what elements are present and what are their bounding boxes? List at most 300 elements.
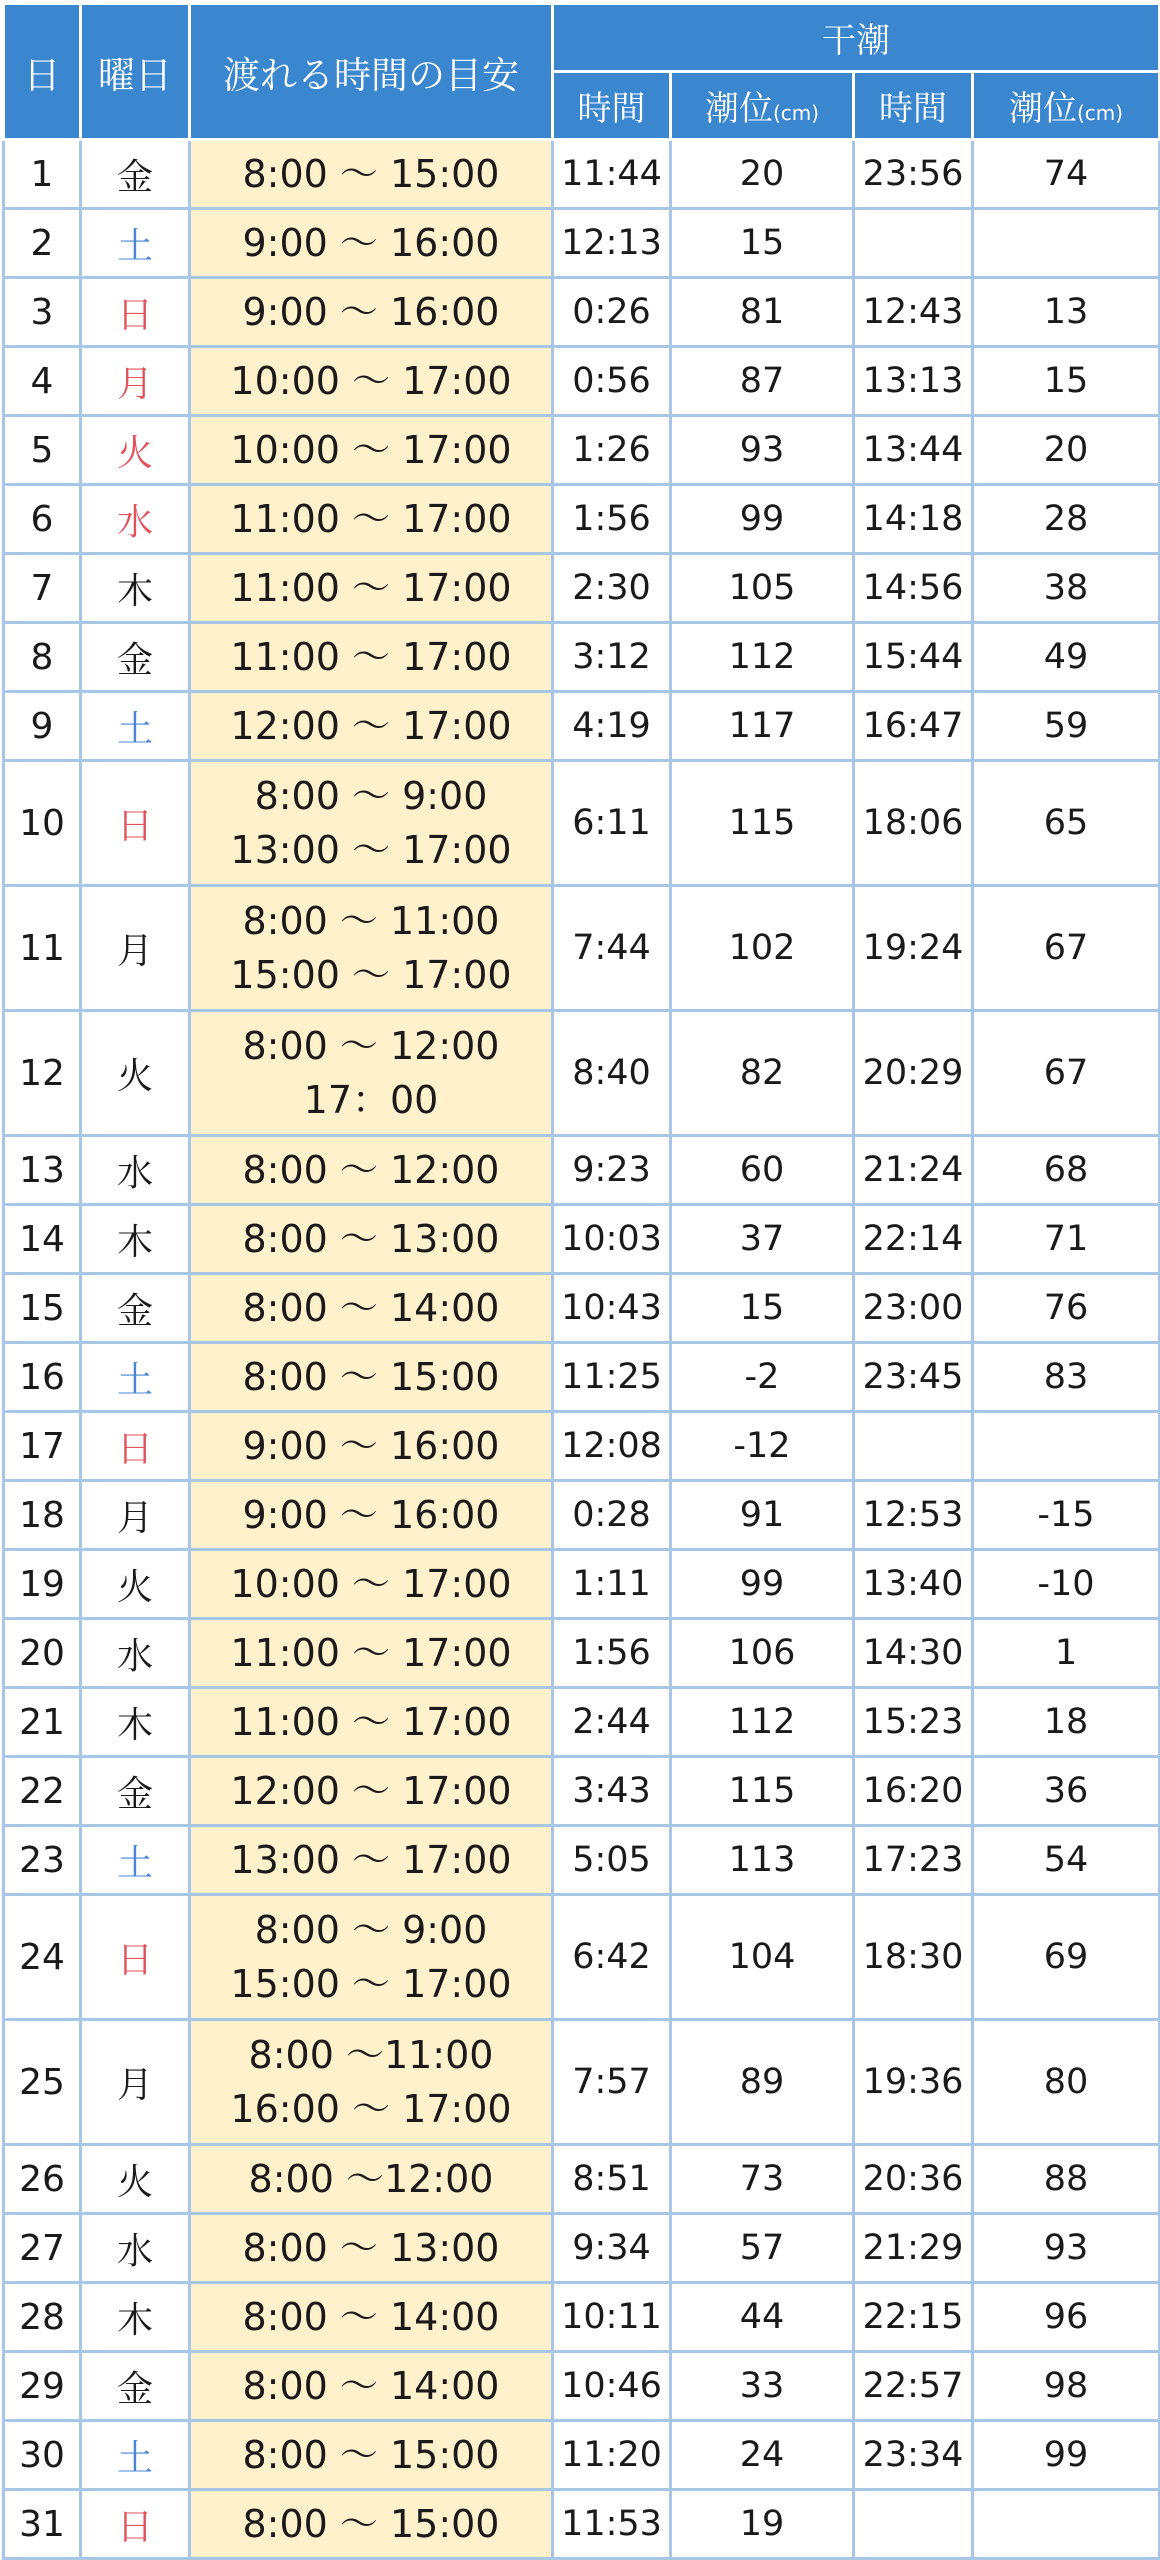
crossing-time-cell (190, 1274, 553, 1343)
tide-level-2: 36 (973, 1757, 1160, 1826)
crossing-time-cell (190, 1688, 553, 1757)
table-row (4, 1550, 1160, 1619)
table-row (4, 554, 1160, 623)
crossing-time-range: 8:00 〜 13:00 (242, 1217, 500, 1261)
day-cell: 21 (4, 1688, 81, 1757)
day-cell: 2 (4, 209, 81, 278)
tide-level-1: 91 (671, 1481, 854, 1550)
header-time-1: 時間 (553, 72, 671, 140)
crossing-time-range: 8:00 〜 14:00 (242, 2295, 500, 2339)
tide-level-2: 28 (973, 485, 1160, 554)
table-row (4, 1481, 1160, 1550)
tide-level-2: 69 (973, 1895, 1160, 2020)
low-tide-time-2: 20:36 (854, 2145, 973, 2214)
weekday-cell: 金 (81, 623, 190, 692)
tide-level-1: -12 (671, 1412, 854, 1481)
crossing-time-range: 10:00 〜 17:00 (230, 1562, 512, 1606)
crossing-time-cell (190, 1412, 553, 1481)
day-cell: 7 (4, 554, 81, 623)
tide-level-2: -15 (973, 1481, 1160, 1550)
header-level-2 (973, 72, 1160, 140)
header-level-1-label: 潮位 (704, 89, 773, 129)
weekday-cell: 日 (81, 761, 190, 886)
day-cell: 5 (4, 416, 81, 485)
weekday-cell: 土 (81, 1826, 190, 1895)
tide-level-2: 67 (973, 886, 1160, 1011)
low-tide-time-1: 8:40 (553, 1011, 671, 1136)
crossing-time-range: 9:00 〜 16:00 (242, 221, 500, 265)
crossing-time-cell (190, 1481, 553, 1550)
tide-level-2: 15 (973, 347, 1160, 416)
crossing-time-cell (190, 2490, 553, 2559)
header-weekday: 曜日 (81, 4, 190, 140)
day-cell: 23 (4, 1826, 81, 1895)
low-tide-time-1: 1:26 (553, 416, 671, 485)
crossing-time-cell (190, 2352, 553, 2421)
tide-level-2: 49 (973, 623, 1160, 692)
low-tide-time-2: 18:30 (854, 1895, 973, 2020)
weekday-cell: 水 (81, 485, 190, 554)
tide-level-1: 60 (671, 1136, 854, 1205)
crossing-time-range: 8:00 〜 15:00 (242, 2502, 500, 2546)
day-cell: 22 (4, 1757, 81, 1826)
day-cell: 30 (4, 2421, 81, 2490)
tide-level-2: 96 (973, 2283, 1160, 2352)
crossing-time-range: 8:00 〜 15:00 (242, 1355, 500, 1399)
crossing-time-cell (190, 485, 553, 554)
low-tide-time-1: 11:44 (553, 140, 671, 209)
table-row (4, 1757, 1160, 1826)
weekday-cell: 土 (81, 692, 190, 761)
weekday-cell: 日 (81, 278, 190, 347)
crossing-time-range: 8:00 〜 15:00 (242, 2433, 500, 2477)
day-cell: 28 (4, 2283, 81, 2352)
crossing-time-cell (190, 2421, 553, 2490)
crossing-time-cell (190, 209, 553, 278)
low-tide-time-1: 6:42 (553, 1895, 671, 2020)
day-cell: 9 (4, 692, 81, 761)
table-row (4, 2283, 1160, 2352)
low-tide-time-1: 11:20 (553, 2421, 671, 2490)
day-cell: 27 (4, 2214, 81, 2283)
low-tide-time-1: 12:08 (553, 1412, 671, 1481)
weekday-cell: 木 (81, 554, 190, 623)
header-time-2: 時間 (854, 72, 973, 140)
day-cell: 20 (4, 1619, 81, 1688)
low-tide-time-1: 11:25 (553, 1343, 671, 1412)
day-cell: 17 (4, 1412, 81, 1481)
day-cell: 11 (4, 886, 81, 1011)
day-cell: 18 (4, 1481, 81, 1550)
low-tide-time-1: 1:11 (553, 1550, 671, 1619)
crossing-time-range: 8:00 〜11:00 (248, 2033, 494, 2077)
table-row (4, 485, 1160, 554)
weekday-cell: 火 (81, 2145, 190, 2214)
table-row (4, 623, 1160, 692)
low-tide-time-2: 20:29 (854, 1011, 973, 1136)
tide-level-2: 93 (973, 2214, 1160, 2283)
table-row (4, 1619, 1160, 1688)
low-tide-time-2: 14:30 (854, 1619, 973, 1688)
low-tide-time-1: 9:23 (553, 1136, 671, 1205)
low-tide-time-1: 0:56 (553, 347, 671, 416)
day-cell: 13 (4, 1136, 81, 1205)
tide-level-2: 74 (973, 140, 1160, 209)
table-row (4, 1011, 1160, 1136)
low-tide-time-1: 3:12 (553, 623, 671, 692)
crossing-time-cell (190, 278, 553, 347)
low-tide-time-2: 14:56 (854, 554, 973, 623)
tide-level-2 (973, 1412, 1160, 1481)
crossing-time-cell (190, 1550, 553, 1619)
tide-level-2: 38 (973, 554, 1160, 623)
low-tide-time-1: 1:56 (553, 1619, 671, 1688)
low-tide-time-2: 23:34 (854, 2421, 973, 2490)
tide-level-2: 71 (973, 1205, 1160, 1274)
header-low-tide: 干潮 (553, 4, 1160, 72)
crossing-time-range: 8:00 〜 9:00 (254, 1908, 488, 1952)
low-tide-time-1: 10:43 (553, 1274, 671, 1343)
tide-level-1: 89 (671, 2020, 854, 2145)
table-row (4, 2421, 1160, 2490)
crossing-time-range: 9:00 〜 16:00 (242, 1424, 500, 1468)
table-row (4, 1136, 1160, 1205)
low-tide-time-2: 16:20 (854, 1757, 973, 1826)
tide-level-1: 15 (671, 209, 854, 278)
tide-level-2: 59 (973, 692, 1160, 761)
crossing-time-range: 10:00 〜 17:00 (230, 428, 512, 472)
day-cell: 15 (4, 1274, 81, 1343)
low-tide-time-2: 19:24 (854, 886, 973, 1011)
table-row (4, 2020, 1160, 2145)
tide-level-1: 112 (671, 623, 854, 692)
tide-level-1: 112 (671, 1688, 854, 1757)
weekday-cell: 日 (81, 1895, 190, 2020)
crossing-time-cell (190, 347, 553, 416)
low-tide-time-1: 3:43 (553, 1757, 671, 1826)
header-level-1 (671, 72, 854, 140)
low-tide-time-2: 19:36 (854, 2020, 973, 2145)
tide-level-2: 13 (973, 278, 1160, 347)
weekday-cell: 金 (81, 1274, 190, 1343)
crossing-time-cell (190, 1343, 553, 1412)
weekday-cell: 金 (81, 140, 190, 209)
crossing-time-cell (190, 692, 553, 761)
tide-level-1: 113 (671, 1826, 854, 1895)
crossing-time-range: 12:00 〜 17:00 (230, 704, 512, 748)
crossing-time-cell (190, 1011, 553, 1136)
day-cell: 14 (4, 1205, 81, 1274)
crossing-time-cell (190, 623, 553, 692)
day-cell: 3 (4, 278, 81, 347)
header-level-1-unit: (cm) (772, 101, 820, 125)
low-tide-time-1: 11:53 (553, 2490, 671, 2559)
table-row (4, 1895, 1160, 2020)
crossing-time-range: 15:00 〜 17:00 (230, 953, 512, 997)
low-tide-time-2: 22:15 (854, 2283, 973, 2352)
tide-level-2: 20 (973, 416, 1160, 485)
tide-level-1: 24 (671, 2421, 854, 2490)
day-cell: 24 (4, 1895, 81, 2020)
crossing-time-range: 11:00 〜 17:00 (230, 497, 512, 541)
crossing-time-range: 8:00 〜 13:00 (242, 2226, 500, 2270)
low-tide-time-1: 12:13 (553, 209, 671, 278)
weekday-cell: 日 (81, 2490, 190, 2559)
header-crossing-time: 渡れる時間の目安 (190, 4, 553, 140)
table-row (4, 2214, 1160, 2283)
crossing-time-range: 11:00 〜 17:00 (230, 1700, 512, 1744)
table-row (4, 692, 1160, 761)
table-header (4, 4, 1160, 140)
crossing-time-range: 8:00 〜 12:00 (242, 1148, 500, 1192)
low-tide-time-2: 15:44 (854, 623, 973, 692)
crossing-time-cell (190, 1826, 553, 1895)
low-tide-time-1: 0:28 (553, 1481, 671, 1550)
day-cell: 29 (4, 2352, 81, 2421)
table-row (4, 2352, 1160, 2421)
crossing-time-cell (190, 2145, 553, 2214)
tide-level-2: 67 (973, 1011, 1160, 1136)
low-tide-time-2: 22:14 (854, 1205, 973, 1274)
table-row (4, 2490, 1160, 2559)
weekday-cell: 土 (81, 1343, 190, 1412)
crossing-time-range: 17：00 (303, 1078, 439, 1122)
low-tide-time-1: 0:26 (553, 278, 671, 347)
tide-level-2: 54 (973, 1826, 1160, 1895)
tide-level-1: 57 (671, 2214, 854, 2283)
low-tide-time-1: 7:44 (553, 886, 671, 1011)
low-tide-time-1: 10:11 (553, 2283, 671, 2352)
weekday-cell: 火 (81, 1550, 190, 1619)
low-tide-time-1: 6:11 (553, 761, 671, 886)
crossing-time-range: 8:00 〜 14:00 (242, 1286, 500, 1330)
tide-level-1: 73 (671, 2145, 854, 2214)
tide-level-2: 99 (973, 2421, 1160, 2490)
low-tide-time-1: 10:03 (553, 1205, 671, 1274)
low-tide-time-2: 16:47 (854, 692, 973, 761)
crossing-time-cell (190, 886, 553, 1011)
crossing-time-cell (190, 1205, 553, 1274)
weekday-cell: 金 (81, 2352, 190, 2421)
low-tide-time-1: 7:57 (553, 2020, 671, 2145)
tide-level-1: -2 (671, 1343, 854, 1412)
crossing-time-range: 9:00 〜 16:00 (242, 1493, 500, 1537)
low-tide-time-2 (854, 209, 973, 278)
table-row (4, 209, 1160, 278)
low-tide-time-2: 23:45 (854, 1343, 973, 1412)
low-tide-time-2: 23:56 (854, 140, 973, 209)
low-tide-time-2 (854, 2490, 973, 2559)
crossing-time-cell (190, 140, 553, 209)
crossing-time-cell (190, 2020, 553, 2145)
weekday-cell: 土 (81, 2421, 190, 2490)
tide-level-2: 80 (973, 2020, 1160, 2145)
table-row (4, 1343, 1160, 1412)
day-cell: 8 (4, 623, 81, 692)
tide-level-1: 117 (671, 692, 854, 761)
day-cell: 4 (4, 347, 81, 416)
weekday-cell: 木 (81, 2283, 190, 2352)
day-cell: 16 (4, 1343, 81, 1412)
low-tide-time-1: 1:56 (553, 485, 671, 554)
tide-level-1: 99 (671, 1550, 854, 1619)
table-row (4, 2145, 1160, 2214)
table-row (4, 1205, 1160, 1274)
crossing-time-range: 11:00 〜 17:00 (230, 635, 512, 679)
tide-level-2: 83 (973, 1343, 1160, 1412)
low-tide-time-2: 12:53 (854, 1481, 973, 1550)
tide-level-2: 68 (973, 1136, 1160, 1205)
low-tide-time-1: 5:05 (553, 1826, 671, 1895)
tide-level-2 (973, 2490, 1160, 2559)
crossing-time-cell (190, 1619, 553, 1688)
low-tide-time-1: 4:19 (553, 692, 671, 761)
crossing-time-cell (190, 2214, 553, 2283)
weekday-cell: 月 (81, 2020, 190, 2145)
tide-level-1: 37 (671, 1205, 854, 1274)
low-tide-time-2: 23:00 (854, 1274, 973, 1343)
crossing-time-range: 8:00 〜 14:00 (242, 2364, 500, 2408)
tide-level-1: 102 (671, 886, 854, 1011)
tide-level-1: 115 (671, 761, 854, 886)
day-cell: 25 (4, 2020, 81, 2145)
day-cell: 19 (4, 1550, 81, 1619)
crossing-time-range: 13:00 〜 17:00 (230, 1838, 512, 1882)
low-tide-time-2: 21:24 (854, 1136, 973, 1205)
tide-level-1: 81 (671, 278, 854, 347)
low-tide-time-2: 13:13 (854, 347, 973, 416)
table-body (4, 140, 1160, 2559)
low-tide-time-2: 12:43 (854, 278, 973, 347)
tide-level-2: 65 (973, 761, 1160, 886)
day-cell: 1 (4, 140, 81, 209)
tide-table-container (2, 2, 1158, 2560)
weekday-cell: 木 (81, 1688, 190, 1757)
crossing-time-range: 15:00 〜 17:00 (230, 1962, 512, 2006)
weekday-cell: 木 (81, 1205, 190, 1274)
low-tide-time-1: 8:51 (553, 2145, 671, 2214)
weekday-cell: 水 (81, 1136, 190, 1205)
table-row (4, 1274, 1160, 1343)
crossing-time-range: 11:00 〜 17:00 (230, 566, 512, 610)
weekday-cell: 月 (81, 347, 190, 416)
tide-level-2: 76 (973, 1274, 1160, 1343)
tide-level-1: 105 (671, 554, 854, 623)
crossing-time-range: 8:00 〜 15:00 (242, 152, 500, 196)
table-row (4, 761, 1160, 886)
crossing-time-range: 13:00 〜 17:00 (230, 828, 512, 872)
header-level-2-unit: (cm) (1076, 101, 1124, 125)
low-tide-time-2: 17:23 (854, 1826, 973, 1895)
weekday-cell: 金 (81, 1757, 190, 1826)
low-tide-time-2: 14:18 (854, 485, 973, 554)
weekday-cell: 水 (81, 2214, 190, 2283)
table-row (4, 278, 1160, 347)
table-row (4, 347, 1160, 416)
tide-table (2, 2, 1160, 2560)
tide-level-2: 88 (973, 2145, 1160, 2214)
tide-level-2: 98 (973, 2352, 1160, 2421)
day-cell: 26 (4, 2145, 81, 2214)
crossing-time-range: 8:00 〜12:00 (248, 2157, 494, 2201)
crossing-time-cell (190, 554, 553, 623)
tide-level-1: 82 (671, 1011, 854, 1136)
crossing-time-cell (190, 1136, 553, 1205)
day-cell: 12 (4, 1011, 81, 1136)
tide-level-2: 1 (973, 1619, 1160, 1688)
tide-level-1: 33 (671, 2352, 854, 2421)
low-tide-time-2: 13:44 (854, 416, 973, 485)
tide-level-1: 44 (671, 2283, 854, 2352)
weekday-cell: 土 (81, 209, 190, 278)
crossing-time-range: 11:00 〜 17:00 (230, 1631, 512, 1675)
crossing-time-range: 8:00 〜 11:00 (242, 899, 500, 943)
day-cell: 31 (4, 2490, 81, 2559)
tide-level-1: 106 (671, 1619, 854, 1688)
table-row (4, 1826, 1160, 1895)
header-level-2-label: 潮位 (1008, 89, 1077, 129)
day-cell: 10 (4, 761, 81, 886)
weekday-cell: 日 (81, 1412, 190, 1481)
low-tide-time-2 (854, 1412, 973, 1481)
crossing-time-range: 10:00 〜 17:00 (230, 359, 512, 403)
table-row (4, 416, 1160, 485)
crossing-time-range: 8:00 〜 12:00 (242, 1024, 500, 1068)
tide-level-1: 99 (671, 485, 854, 554)
weekday-cell: 月 (81, 886, 190, 1011)
tide-level-1: 87 (671, 347, 854, 416)
crossing-time-range: 9:00 〜 16:00 (242, 290, 500, 334)
table-row (4, 1412, 1160, 1481)
tide-level-1: 115 (671, 1757, 854, 1826)
weekday-cell: 火 (81, 416, 190, 485)
crossing-time-cell (190, 761, 553, 886)
low-tide-time-1: 10:46 (553, 2352, 671, 2421)
crossing-time-range: 8:00 〜 9:00 (254, 774, 488, 818)
tide-level-1: 20 (671, 140, 854, 209)
tide-level-2: -10 (973, 1550, 1160, 1619)
tide-level-1: 19 (671, 2490, 854, 2559)
low-tide-time-1: 2:30 (553, 554, 671, 623)
low-tide-time-1: 9:34 (553, 2214, 671, 2283)
crossing-time-cell (190, 1895, 553, 2020)
low-tide-time-2: 21:29 (854, 2214, 973, 2283)
header-day: 日 (4, 4, 81, 140)
tide-level-2: 18 (973, 1688, 1160, 1757)
tide-level-2 (973, 209, 1160, 278)
tide-level-1: 15 (671, 1274, 854, 1343)
low-tide-time-2: 15:23 (854, 1688, 973, 1757)
crossing-time-cell (190, 1757, 553, 1826)
crossing-time-cell (190, 416, 553, 485)
low-tide-time-1: 2:44 (553, 1688, 671, 1757)
weekday-cell: 火 (81, 1011, 190, 1136)
tide-level-1: 93 (671, 416, 854, 485)
table-row (4, 1688, 1160, 1757)
crossing-time-range: 12:00 〜 17:00 (230, 1769, 512, 1813)
crossing-time-range: 16:00 〜 17:00 (230, 2087, 512, 2131)
tide-level-1: 104 (671, 1895, 854, 2020)
low-tide-time-2: 18:06 (854, 761, 973, 886)
weekday-cell: 水 (81, 1619, 190, 1688)
table-row (4, 140, 1160, 209)
low-tide-time-2: 13:40 (854, 1550, 973, 1619)
table-row (4, 886, 1160, 1011)
weekday-cell: 月 (81, 1481, 190, 1550)
low-tide-time-2: 22:57 (854, 2352, 973, 2421)
day-cell: 6 (4, 485, 81, 554)
crossing-time-cell (190, 2283, 553, 2352)
